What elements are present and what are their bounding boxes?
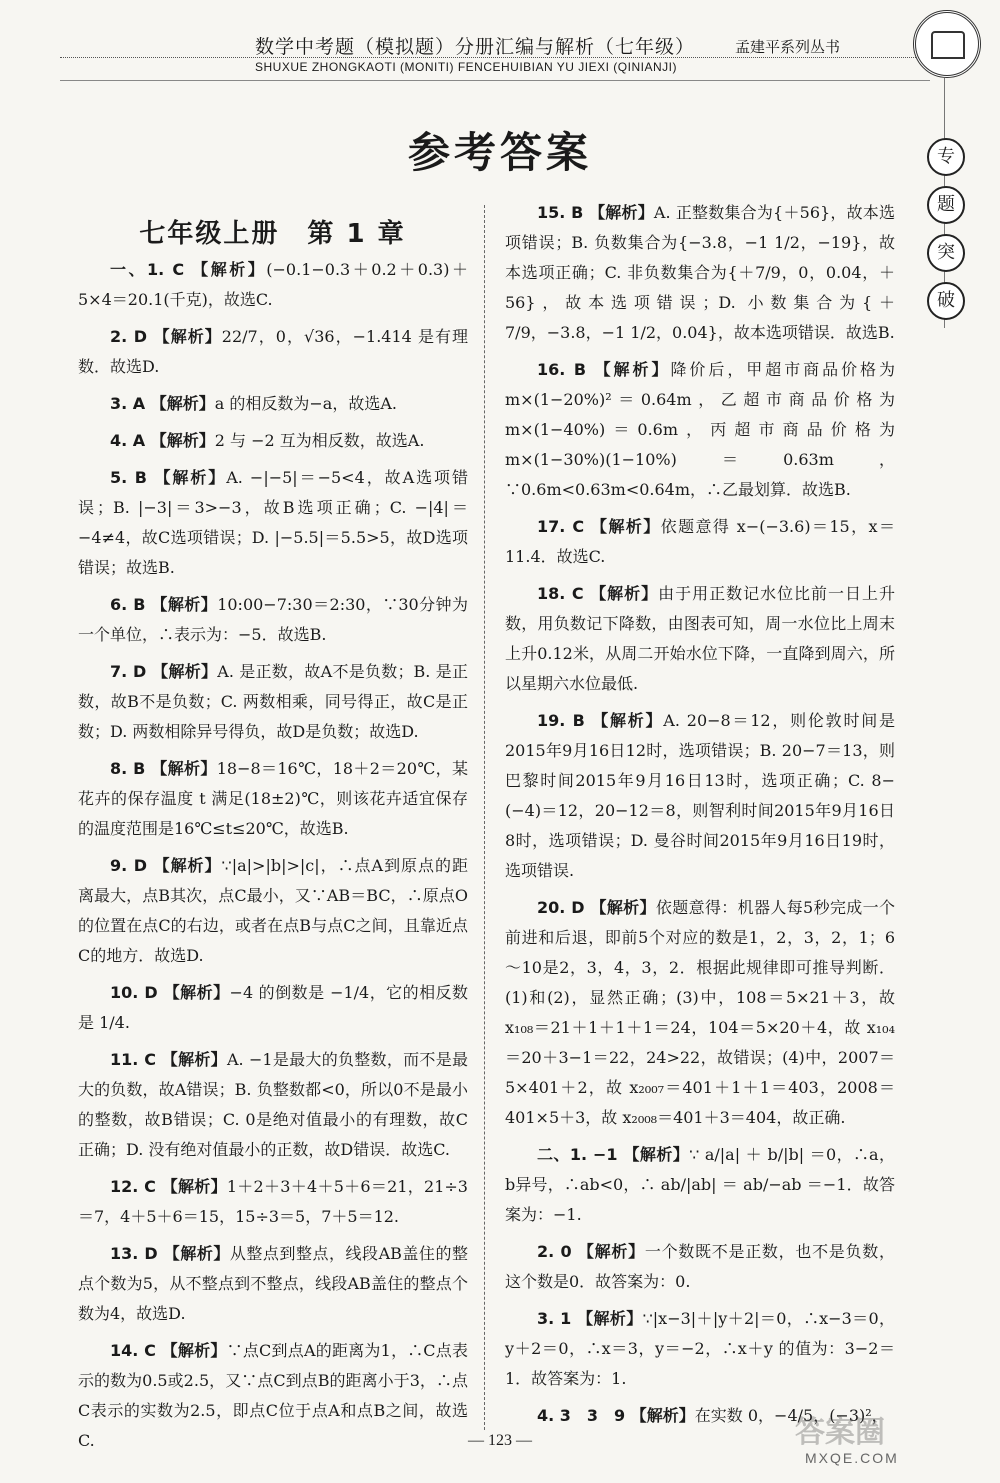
answer-number: 8. B 【解析】: [110, 759, 217, 778]
section-title: 七年级上册 第 1 章: [139, 219, 406, 249]
answer-number: 18. C 【解析】: [537, 584, 659, 603]
answer-item: [78, 463, 468, 583]
answer-number: 19. B 【解析】: [537, 711, 664, 730]
answer-text: 2 与 −2 互为相反数，故选A.: [214, 431, 425, 450]
answer-item: [78, 1045, 468, 1165]
answer-number: 10. D 【解析】: [110, 983, 230, 1002]
answer-text: 22/7，0，√36，−1.414 是有理数．故选D.: [78, 327, 468, 376]
answer-item: [78, 978, 468, 1038]
answer-text: 依题意得：机器人每5秒完成一个前进和后退，即前5个对应的数是1，2，3，2，1；6～10是2，3，4，3，2．根据此规律即可推导判断．(1)和(2)，显然正确；(3)中，108＝5×21＋3，故 x₁₀₈＝21＋1＋1＋1＝24，104＝5×20＋4，故 x₁₀₄＝20＋3−1＝22，24>22，故错误；(4)中，2007＝5×401＋2，故 x₂₀₀₇＝401＋1＋1＝403，2008＝401×5＋3，故 x₂₀₀₈＝401＋3＝404，故正确.: [505, 898, 895, 1127]
answer-number: 4. 3 3 9 【解析】: [537, 1406, 695, 1425]
answer-text: (−0.1−0.3＋0.2＋0.3)＋5×4＝20.1(千克)，故选C.: [78, 260, 468, 309]
answer-text: A. 正整数集合为{＋56}，故本选项错误；B. 负数集合为{−3.8，−1 1/2，−19}，故本选项正确；C. 非负数集合为{＋7/9，0，0.04，＋56}，故本选项错误；D. 小数集合为{＋7/9，−3.8，−1 1/2，0.04}，故本选项错误．故选B.: [505, 203, 895, 342]
answer-item: [78, 590, 468, 650]
page-title: 参考答案: [407, 128, 592, 177]
answer-text: ∵|a|>|b|>|c|，∴点A到原点的距离最大，点B其次，点C最小，又∵AB＝BC，∴原点O的位置在点C的右边，或者在点B与点C之间，且靠近点C的地方．故选D.: [78, 856, 468, 965]
book-title: 数学中考题（模拟题）分册汇编与解析（七年级）: [255, 36, 696, 58]
answer-text: ∵点C到点A的距离为1，∴C点表示的数为0.5或2.5，又∵点C到点B的距离小于3，∴点C表示的实数为2.5，即点C位于点A和点B之间，故选C.: [78, 1341, 468, 1450]
answer-number: 15. B 【解析】: [537, 203, 654, 222]
side-badge-3: 突: [927, 234, 965, 272]
answer-item: [78, 851, 468, 971]
answer-text: ∵ a/|a| ＋ b/|b| ＝0，∴a，b异号，∴ab<0，∴ ab/|ab| ＝ ab/−ab ＝−1．故答案为：−1.: [505, 1145, 895, 1224]
answer-item: [78, 1172, 468, 1232]
svg-text:答案圈: 答案圈: [795, 1415, 885, 1450]
answer-item: [505, 1304, 895, 1394]
answer-number: 12. C 【解析】: [110, 1177, 227, 1196]
answer-number: 11. C 【解析】: [110, 1050, 227, 1069]
answer-text: A. −|−5|＝−5<4，故A选项错误；B. |−3|＝3>−3，故B选项正确；C. −|4|＝−4≠4，故C选项错误；D. |−5.5|＝5.5>5，故D选项错误；故选B.: [78, 468, 468, 577]
answer-item: [505, 512, 895, 572]
answer-text: 10:00−7:30＝2:30，∵30分钟为一个单位，∴表示为：−5．故选B.: [78, 595, 468, 644]
answer-item: [78, 1239, 468, 1329]
page-number: — 123 —: [468, 1432, 532, 1449]
answer-item: [78, 389, 468, 419]
book-title-pinyin: SHUXUE ZHONGKAOTI (MONITI) FENCEHUIBIAN YU JIEXI (QINIANJI): [255, 60, 677, 74]
answer-item: [505, 893, 895, 1133]
answer-item: [78, 255, 468, 315]
watermark-text: MXQE.COM: [805, 1450, 899, 1466]
answer-number: 2. D 【解析】: [110, 327, 222, 346]
answer-number: 7. D 【解析】: [110, 662, 218, 681]
side-badge-2: 题: [927, 186, 965, 224]
answer-text: A. −1是最大的负整数，而不是最大的负数，故A错误；B. 负整数都<0，所以0不是最小的整数，故B错误；C. 0是绝对值最小的有理数，故C正确；D. 没有绝对值最小的正数，故D错误．故选C.: [78, 1050, 468, 1159]
answer-item: [505, 1237, 895, 1297]
header-dotted-rule: [60, 57, 930, 58]
answer-item: [78, 426, 468, 456]
answer-text: 在实数 0，−4/5，(−3)²，: [694, 1406, 888, 1425]
answer-item: [505, 579, 895, 699]
answer-text: A. 20−8＝12，则伦敦时间是2015年9月16日12时，选项错误；B. 20−7＝13，则巴黎时间2015年9月16日13时，选项正确；C. 8−(−4)＝12，20−12＝8，则智利时间2015年9月16日8时，选项错误；D. 曼谷时间2015年9月16日19时，选项错误.: [505, 711, 895, 880]
answer-number: 17. C 【解析】: [537, 517, 661, 536]
answer-number: 20. D 【解析】: [537, 898, 656, 917]
answer-text: A. 是正数，故A不是负数；B. 是正数，故B不是负数；C. 两数相乘，同号得正，故C是正数；D. 两数相除异号得负，故D是负数；故选D.: [78, 662, 468, 741]
side-badge-1: 专: [927, 138, 965, 176]
answer-text: −4 的倒数是 −1/4，它的相反数是 1/4.: [78, 983, 468, 1032]
answer-item: [505, 706, 895, 886]
answer-item: [78, 657, 468, 747]
answer-item: [505, 355, 895, 505]
answer-number: 一、1. C 【解析】: [110, 260, 267, 279]
answer-number: 二、1. −1 【解析】: [537, 1145, 690, 1164]
answer-item: [505, 198, 895, 348]
right-column: [505, 198, 895, 1438]
answer-text: 由于用正数记水位比前一日上升数，用负数记下降数，由图表可知，周一水位比上周末上升0.12米，从周二开始水位下降，一直降到周六，所以星期六水位最低.: [505, 584, 895, 693]
answer-number: 3. 1 【解析】: [537, 1309, 643, 1328]
series-name: 孟建平系列丛书: [735, 38, 841, 56]
answer-text: 1＋2＋3＋4＋5＋6＝21，21÷3＝7，4＋5＋6＝15，15÷3＝5，7＋5＝12.: [78, 1177, 468, 1226]
publisher-logo-icon: [913, 10, 981, 78]
left-column: [78, 255, 468, 1463]
side-badge-4: 破: [927, 282, 965, 320]
answer-text: 降价后，甲超市商品价格为m×(1−20%)²＝0.64m，乙超市商品价格为m×(1−40%)＝0.6m，丙超市商品价格为m×(1−30%)(1−10%)＝0.63m，∵0.6m<0.63m<0.64m，∴乙最划算．故选B.: [505, 360, 895, 499]
answer-number: 13. D 【解析】: [110, 1244, 230, 1263]
answer-number: 6. B 【解析】: [110, 595, 218, 614]
answer-number: 14. C 【解析】: [110, 1341, 227, 1360]
answer-text: a 的相反数为−a，故选A.: [214, 394, 397, 413]
answer-item: [505, 1140, 895, 1230]
answer-number: 4. A 【解析】: [110, 431, 215, 450]
answer-number: 2. 0 【解析】: [537, 1242, 645, 1261]
answer-number: 9. D 【解析】: [110, 856, 222, 875]
answer-text: 一个数既不是正数，也不是负数，这个数是0．故答案为：0.: [505, 1242, 895, 1291]
answer-text: 18−8＝16℃，18＋2＝20℃，某花卉的保存温度 t 满足(18±2)℃，则该花卉适宜保存的温度范围是16℃≤t≤20℃，故选B.: [78, 759, 468, 838]
column-divider: [484, 205, 485, 1430]
answer-text: 依题意得 x−(−3.6)＝15，x＝11.4．故选C.: [505, 517, 895, 566]
answer-number: 3. A 【解析】: [110, 394, 215, 413]
answer-text: 从整点到整点，线段AB盖住的整点个数为5，从不整点到不整点，线段AB盖住的整点个数为4，故选D.: [78, 1244, 468, 1323]
answer-number: 16. B 【解析】: [537, 360, 671, 379]
answer-item: [78, 754, 468, 844]
header-rule: [60, 80, 930, 81]
answer-text: ∵|x−3|＋|y＋2|＝0，∴x−3＝0，y＋2＝0，∴x＝3，y＝−2，∴x＋y 的值为：3−2＝1．故答案为：1.: [505, 1309, 895, 1388]
answer-item: [78, 322, 468, 382]
answer-number: 5. B 【解析】: [110, 468, 227, 487]
